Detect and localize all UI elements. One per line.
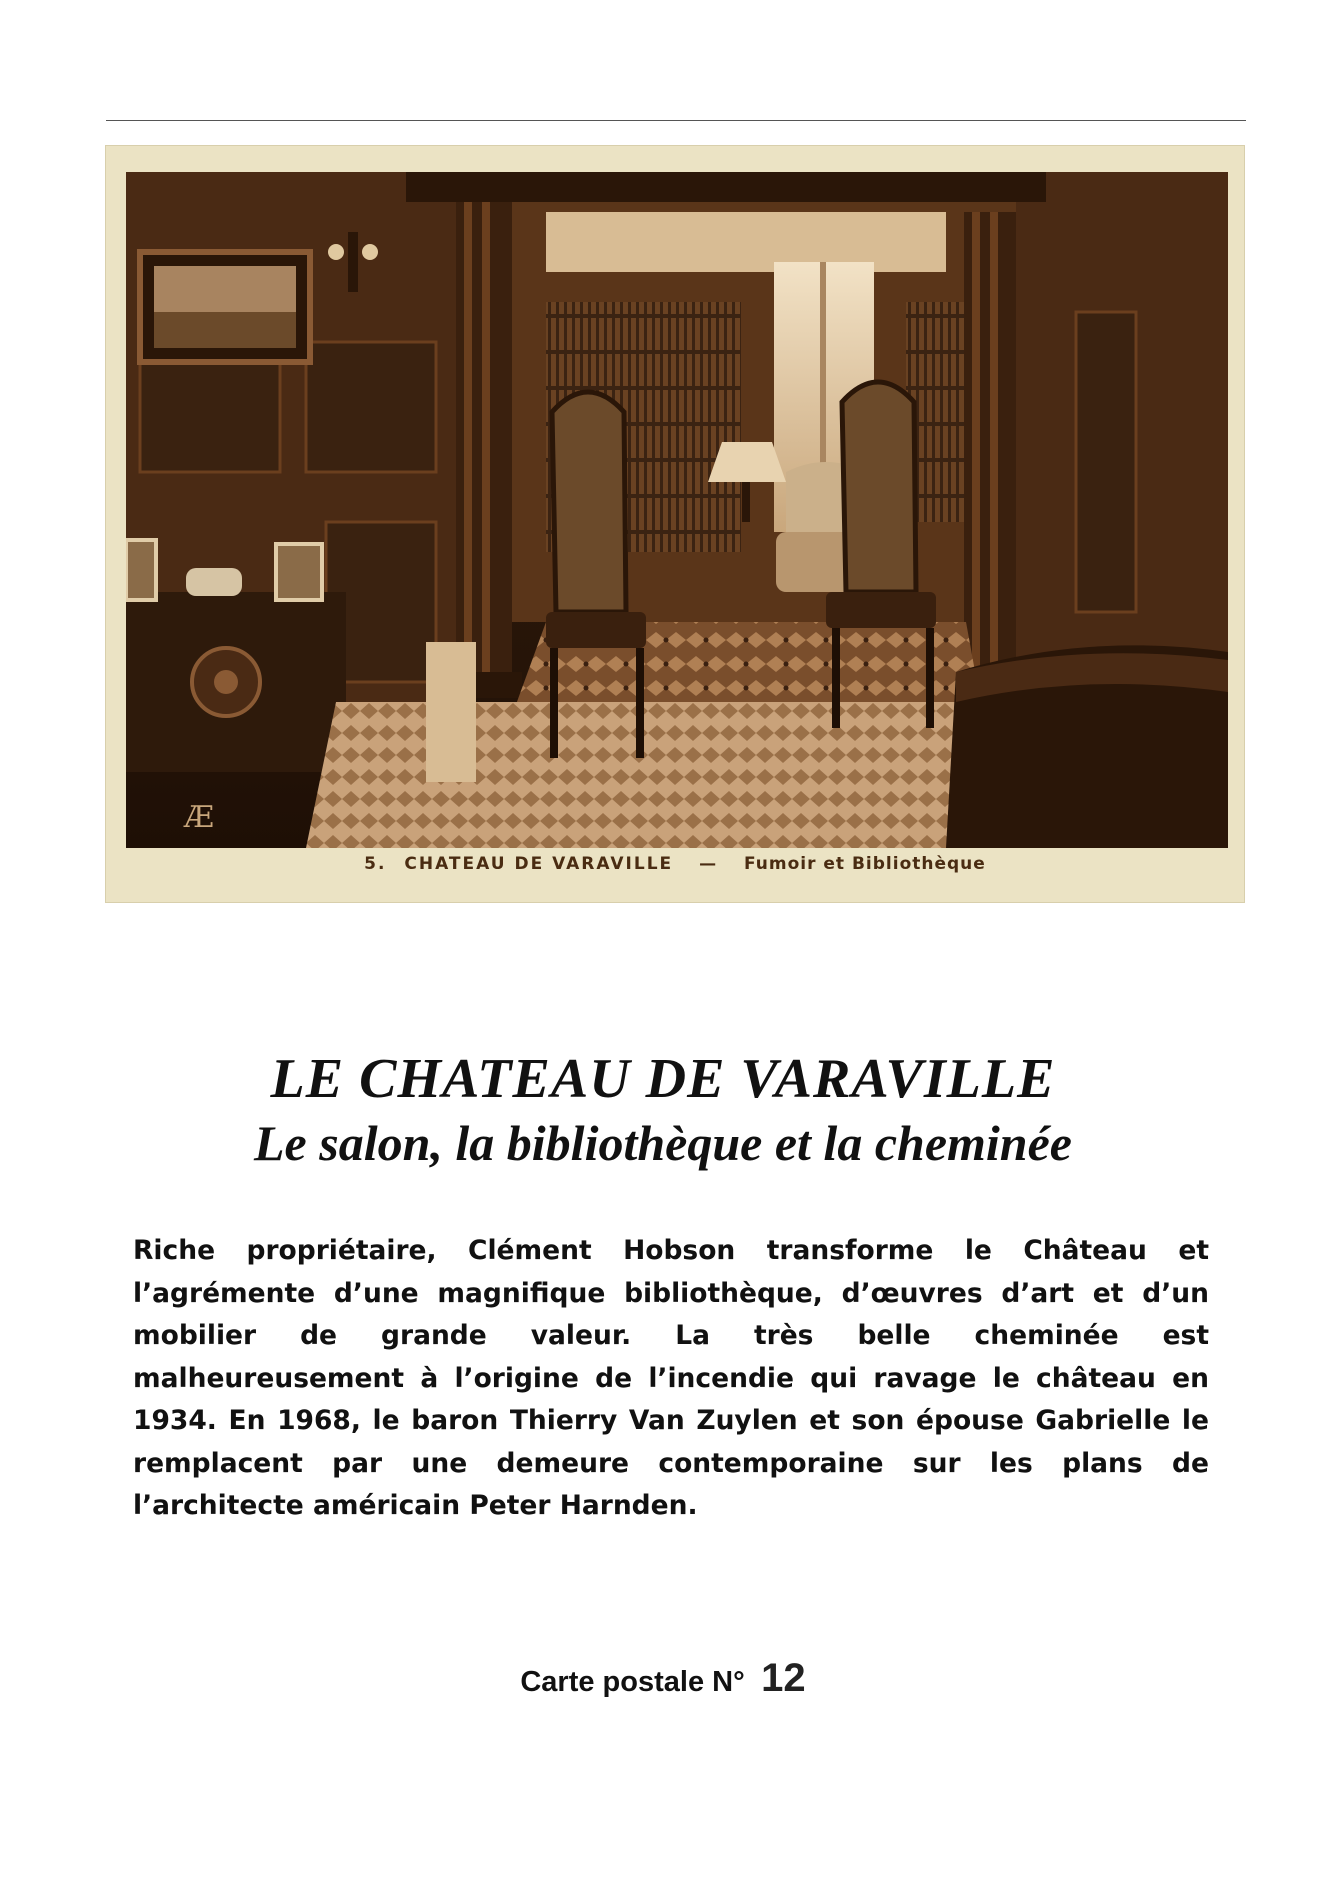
- postcard-photo: [126, 172, 1228, 848]
- caption-subject: Fumoir et Bibliothèque: [744, 854, 986, 874]
- sepia-interior-photo: [126, 172, 1228, 848]
- title-block: [0, 1046, 1326, 1174]
- postcard-number: 12: [761, 1656, 806, 1700]
- page-title: LE CHATEAU DE VARAVILLE: [270, 1048, 1056, 1110]
- postcard-caption: [106, 854, 1244, 874]
- top-rule: [106, 120, 1246, 121]
- postcard: [106, 146, 1244, 902]
- footer: [0, 1656, 1326, 1701]
- postcard-number-label: Carte postale N°: [520, 1666, 745, 1698]
- caption-place: CHATEAU DE VARAVILLE: [404, 854, 674, 874]
- page-subtitle: Le salon, la bibliothèque et la cheminée: [254, 1115, 1072, 1171]
- body-paragraph: Riche propriétaire, Clément Hobson transforme le Château et l’agrémente d’une magnifique bibliothèque, d’œuvres d’art et d’un mobilier de grande valeur. La très belle cheminée est malheureusement à l’origine de l’incendie qui ravage le château en 1934. En 1968, le baron Thierry Van Zuylen et son épouse Gabrielle le remplacent par une demeure contemporaine sur les plans de l’architecte américain Peter Harnden.: [133, 1235, 1209, 1521]
- photographer-monogram: Æ: [184, 800, 215, 835]
- caption-separator: —: [699, 854, 719, 874]
- caption-number: 5.: [364, 854, 387, 874]
